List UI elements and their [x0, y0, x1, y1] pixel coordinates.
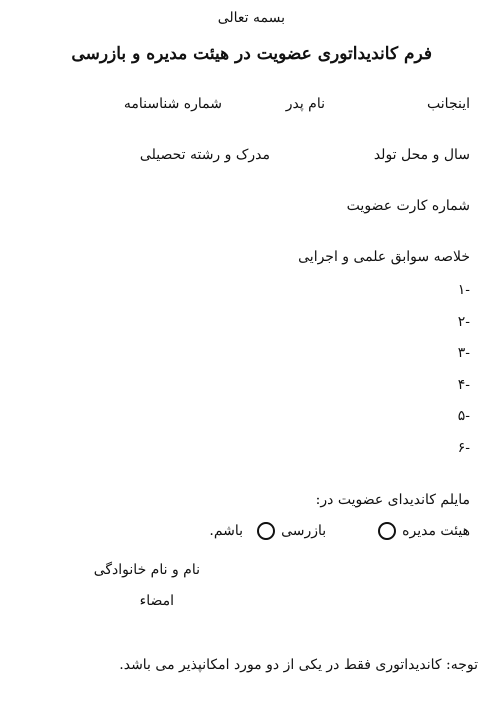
- candidacy-prompt: مایلم کاندیدای عضویت در:: [315, 492, 470, 508]
- degree-label: مدرک و رشته تحصیلی: [139, 147, 270, 163]
- option-board-radio[interactable]: [378, 522, 396, 540]
- father-name-label: نام پدر: [285, 96, 325, 112]
- background-item: -۵: [457, 408, 470, 424]
- form-title: فرم کاندیداتوری عضویت در هیئت مدیره و بازرسی: [71, 44, 432, 64]
- background-item: -۲: [457, 314, 470, 330]
- full-name-label: نام و نام خانوادگی: [93, 562, 200, 578]
- background-item: -۳: [457, 345, 470, 361]
- basmala: بسمه تعالی: [217, 10, 285, 26]
- membership-card-label: شماره کارت عضویت: [346, 198, 470, 214]
- footer-note: توجه: کاندیداتوری فقط در یکی از دو مورد امکانپذیر می باشد.: [119, 657, 478, 673]
- candidacy-ending: باشم.: [209, 523, 244, 539]
- applicant-label: اینجانب: [427, 96, 470, 112]
- signature-label: امضاء: [139, 593, 174, 609]
- background-item: -۴: [457, 377, 470, 393]
- birth-label: سال و محل تولد: [373, 147, 470, 163]
- candidacy-options: [209, 522, 470, 540]
- option-inspector-radio[interactable]: [257, 522, 275, 540]
- background-item: -۶: [457, 440, 470, 456]
- option-inspector-label: بازرسی: [281, 523, 327, 539]
- id-number-label: شماره شناسنامه: [123, 96, 222, 112]
- background-heading: خلاصه سوابق علمی و اجرایی: [298, 249, 470, 265]
- option-board-label: هیئت مدیره: [402, 523, 470, 539]
- background-item: -۱: [457, 282, 470, 298]
